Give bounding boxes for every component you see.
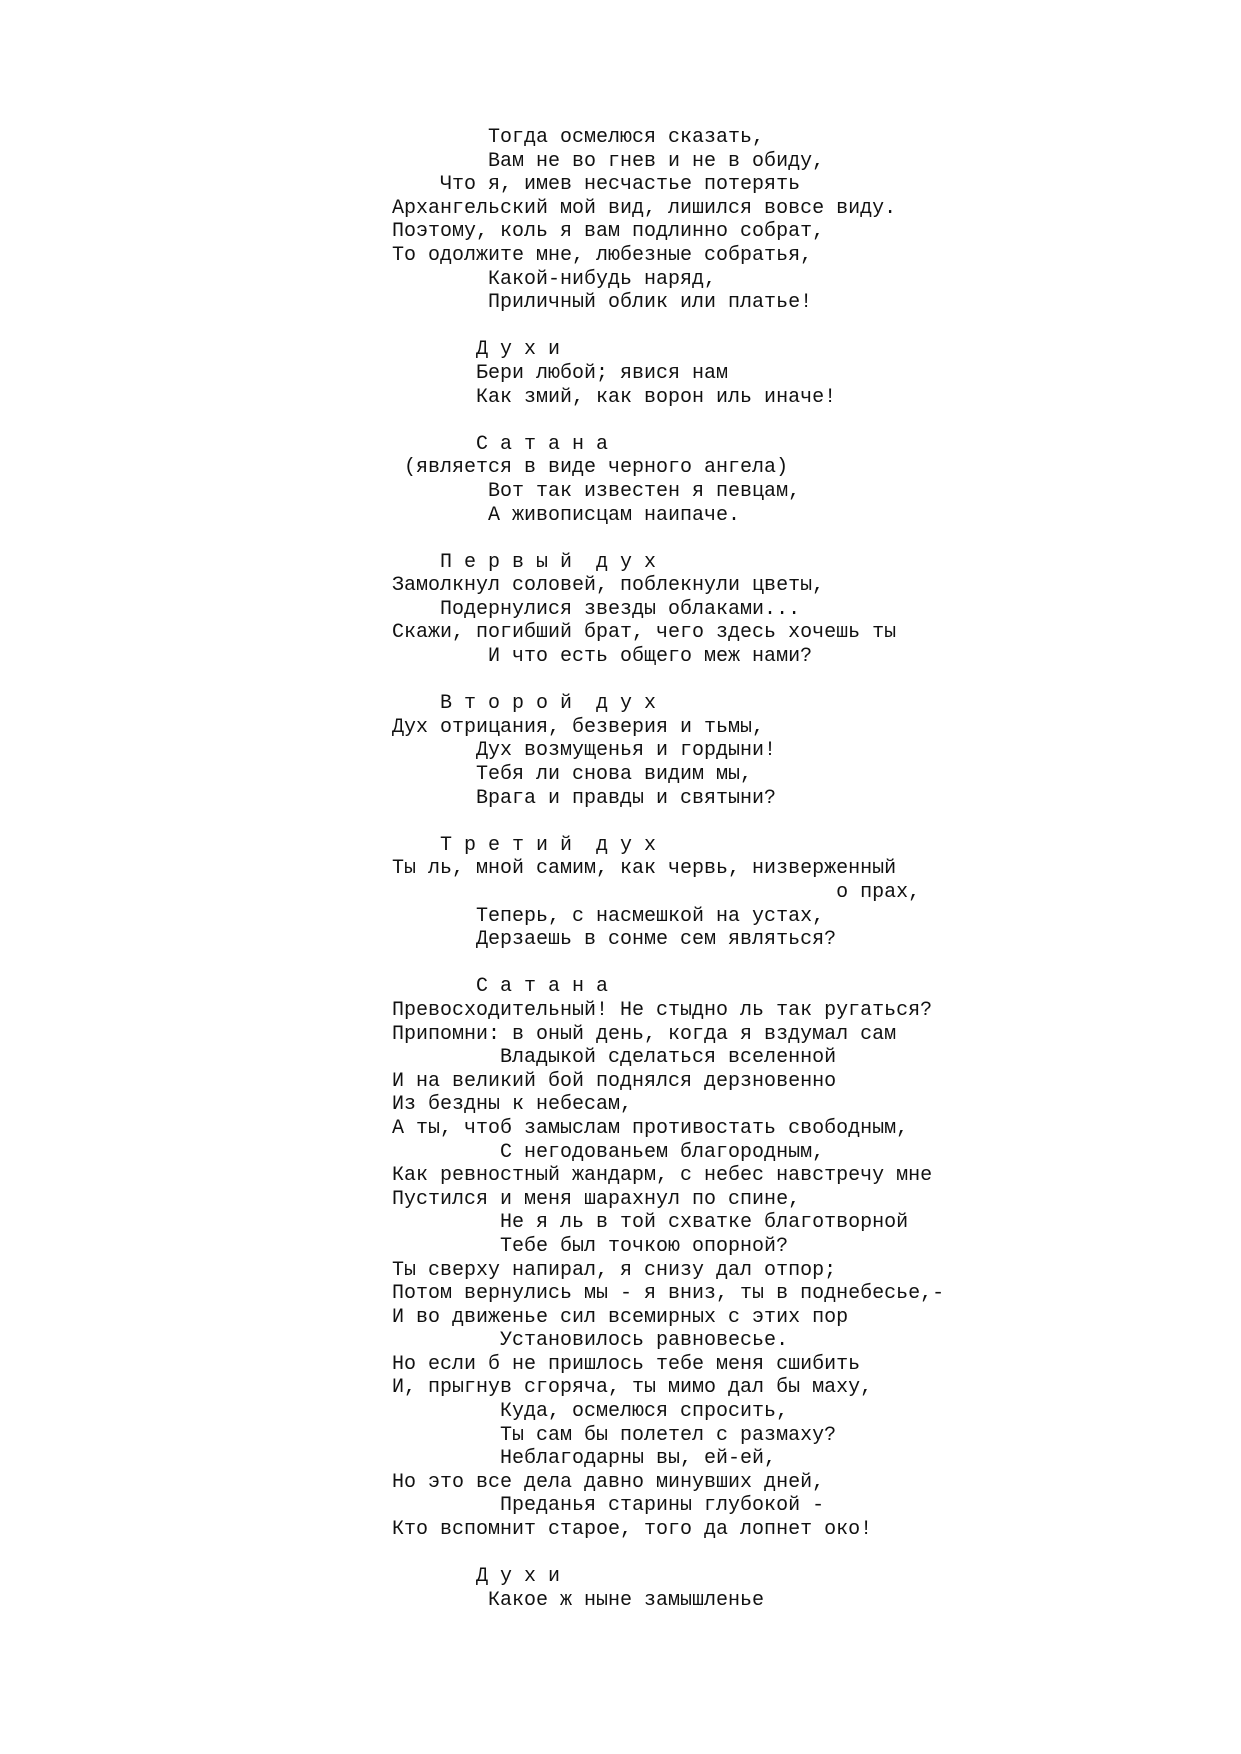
stanza-gap: [392, 409, 944, 433]
stanza-gap: [392, 952, 944, 976]
verse-line: Пустился и меня шарахнул по спине,: [392, 1187, 801, 1211]
verse-line: Но если б не пришлось тебе меня сшибить: [392, 1352, 861, 1376]
verse-line: Потом вернулись мы - я вниз, ты в поднебесье,-: [392, 1282, 945, 1306]
verse-line: Врага и правды и святыни?: [392, 786, 777, 810]
verse-line: Ты ль, мной самим, как червь, низверженный: [392, 857, 897, 881]
verse-line: В т о р о й д у х: [392, 692, 657, 716]
verse-line: Тебе был точкою опорной?: [392, 1234, 789, 1258]
verse-line: Превосходительный! Не стыдно ль так ругаться?: [392, 998, 933, 1022]
verse-line: Дух отрицания, безверия и тьмы,: [392, 715, 765, 739]
verse-line: Д у х и: [392, 338, 561, 362]
verse-line: Ты сверху напирал, я снизу дал отпор;: [392, 1258, 837, 1282]
verse-line: Какое ж ныне замышленье: [392, 1588, 765, 1612]
verse-line: Кто вспомнит старое, того да лопнет око!: [392, 1518, 873, 1542]
stanza-gap: [392, 810, 944, 834]
verse-line: Тогда осмелюся сказать,: [392, 126, 765, 149]
verse-line: Ты сам бы полетел с размаху?: [392, 1423, 837, 1447]
verse-line: Преданья старины глубокой -: [392, 1494, 825, 1518]
verse-text-block: [392, 126, 944, 1612]
verse-line: Куда, осмелюся спросить,: [392, 1400, 789, 1424]
verse-line: Вам не во гнев и не в обиду,: [392, 149, 825, 173]
stanza-gap: [392, 669, 944, 693]
verse-line: И во движенье сил всемирных с этих пор: [392, 1305, 849, 1329]
verse-line: Что я, имев несчастье потерять: [392, 173, 801, 197]
verse-line: Подернулися звезды облаками...: [392, 597, 801, 621]
verse-line: Установилось равновесье.: [392, 1329, 789, 1353]
verse-line: П е р в ы й д у х: [392, 550, 657, 574]
verse-line: Дух возмущенья и гордыни!: [392, 739, 777, 763]
verse-line: Не я ль в той схватке благотворной: [392, 1211, 909, 1235]
verse-line: А ты, чтоб замыслам противостать свободным,: [392, 1116, 909, 1140]
verse-line: А живописцам наипаче.: [392, 503, 741, 527]
verse-line: Как змий, как ворон иль иначе!: [392, 385, 837, 409]
verse-line: Скажи, погибший брат, чего здесь хочешь ты: [392, 621, 897, 645]
verse-line: Какой-нибудь наряд,: [392, 267, 717, 291]
verse-line: С а т а н а: [392, 432, 609, 456]
verse-line: Как ревностный жандарм, с небес навстречу мне: [392, 1164, 933, 1188]
verse-line: С а т а н а: [392, 975, 609, 999]
verse-line: Теперь, с насмешкой на устах,: [392, 904, 825, 928]
verse-line: Дерзаешь в сонме сем являться?: [392, 928, 837, 952]
verse-line: Поэтому, коль я вам подлинно собрат,: [392, 220, 825, 244]
verse-line: (является в виде черного ангела): [392, 456, 789, 480]
verse-line: И, прыгнув сгоряча, ты мимо дал бы маху,: [392, 1376, 873, 1400]
verse-line: Владыкой сделаться вселенной: [392, 1046, 837, 1070]
verse-line: Бери любой; явися нам: [392, 361, 729, 385]
verse-line: Архангельский мой вид, лишился вовсе виду.: [392, 196, 897, 220]
stanza-gap: [392, 1542, 944, 1566]
verse-line: И на великий бой поднялся дерзновенно: [392, 1069, 837, 1093]
verse-line: И что есть общего меж нами?: [392, 645, 813, 669]
verse-line: Т р е т и й д у х: [392, 833, 657, 857]
verse-line: С негодованьем благородным,: [392, 1140, 825, 1164]
verse-line: Из бездны к небесам,: [392, 1093, 633, 1117]
verse-line: Замолкнул соловей, поблекнули цветы,: [392, 574, 825, 598]
stanza-gap: [392, 315, 944, 339]
verse-line: Приличный облик или платье!: [392, 291, 813, 315]
verse-line: о прах,: [392, 881, 921, 904]
verse-line: То одолжите мне, любезные собратья,: [392, 243, 813, 267]
verse-line: Припомни: в оный день, когда я вздумал сам: [392, 1022, 897, 1046]
verse-line: Тебя ли снова видим мы,: [392, 763, 753, 787]
verse-line: Но это все дела давно минувших дней,: [392, 1470, 825, 1494]
verse-line: Неблагодарны вы, ей-ей,: [392, 1447, 777, 1471]
verse-line: Вот так известен я певцам,: [392, 479, 801, 503]
verse-line: Д у х и: [392, 1565, 561, 1589]
stanza-gap: [392, 527, 944, 551]
